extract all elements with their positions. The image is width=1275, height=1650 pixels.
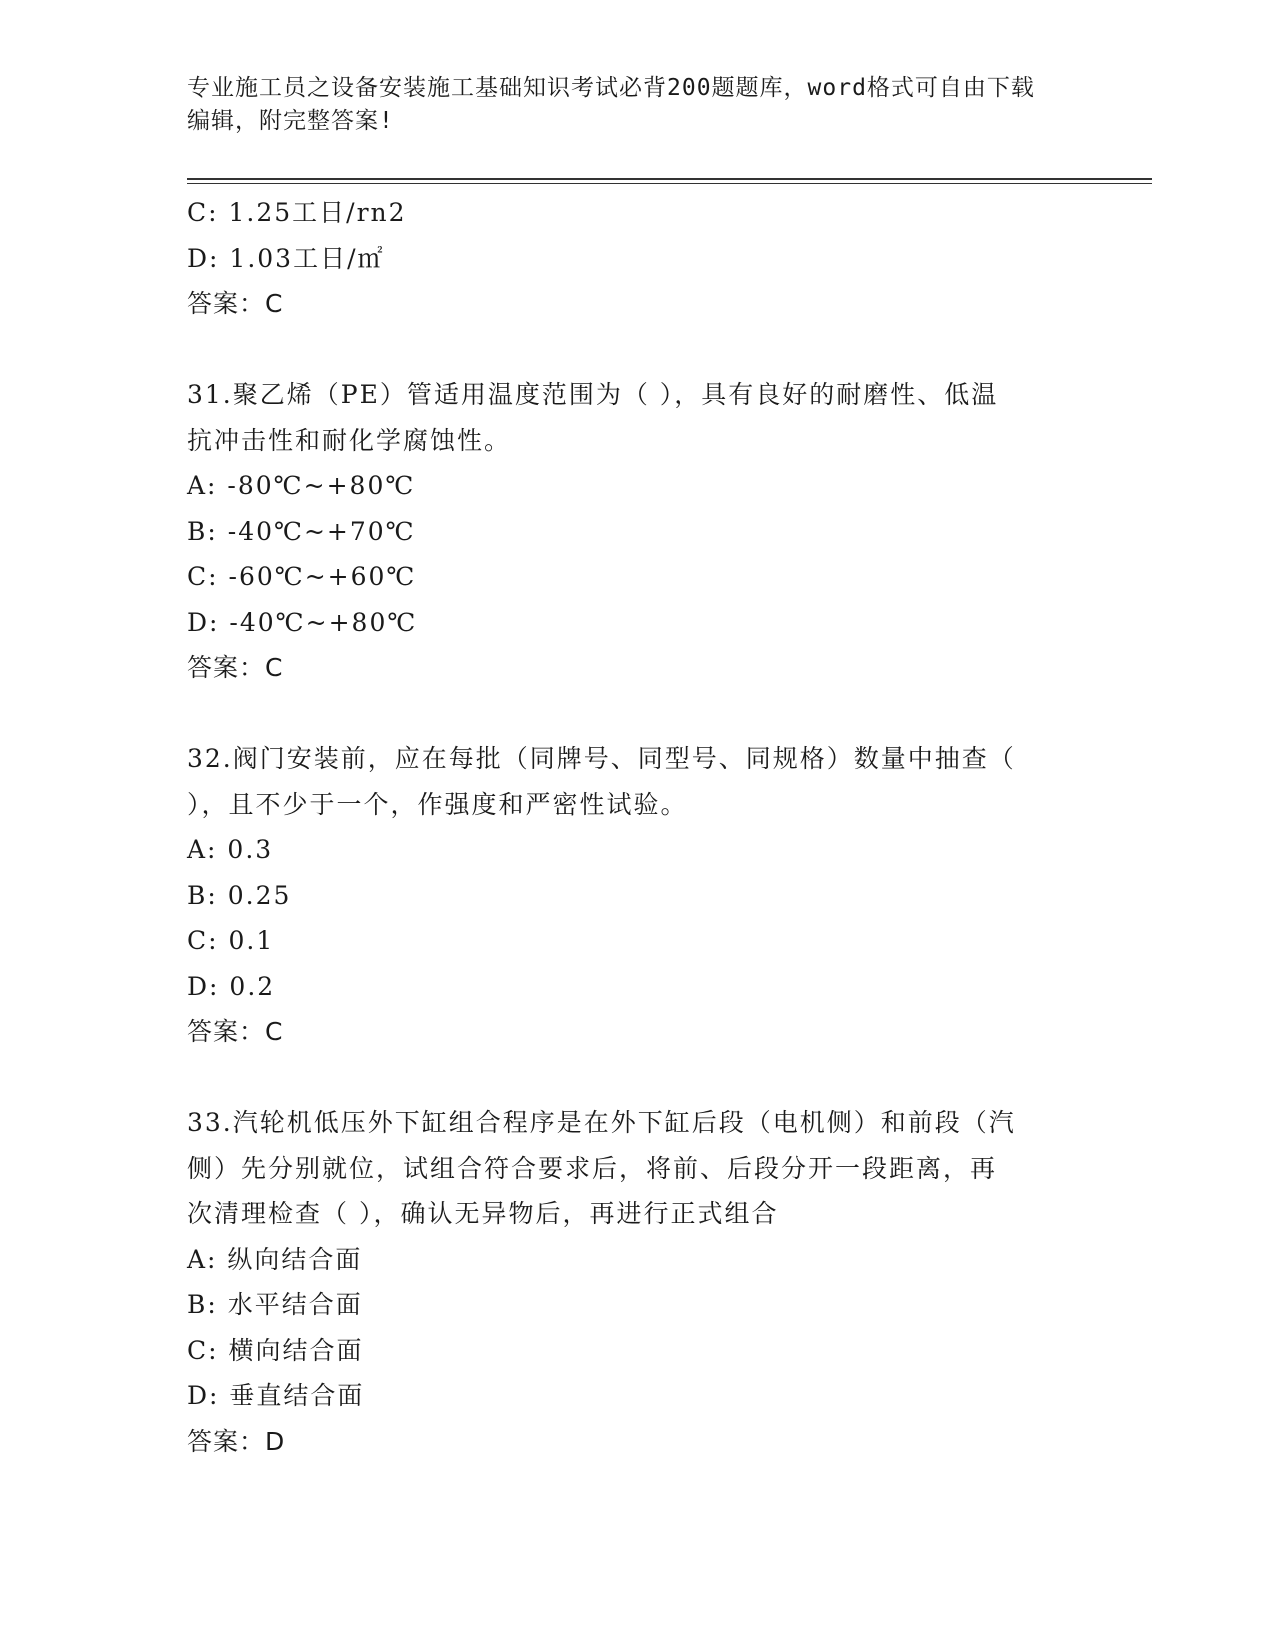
option-a: A: 0.3 (187, 835, 274, 864)
header-title-line-2: 编辑，附完整答案! (187, 108, 394, 134)
option-d: D: -40℃~+80℃ (187, 607, 418, 637)
header-title-line-1: 专业施工员之设备安装施工基础知识考试必背200题题库，word格式可自由下载 (187, 75, 1035, 101)
question-32 (187, 736, 1067, 1055)
answer-line: 答案：C (187, 653, 284, 682)
answer-line: 答案：C (187, 1017, 284, 1046)
question-31 (187, 372, 1067, 691)
question-text-line: ），且不少于一个，作强度和严密性试验。 (187, 789, 688, 819)
question-text-line: 33.汽轮机低压外下缸组合程序是在外下缸后段（电机侧）和前段（汽 (187, 1108, 1016, 1137)
option-c: C: 0.1 (187, 926, 275, 955)
option-c: C: 横向结合面 (187, 1335, 364, 1365)
header-divider-thick (187, 178, 1152, 180)
option-c: C: 1.25工日/rn2 (187, 198, 407, 227)
option-c: C: -60℃~+60℃ (187, 562, 417, 591)
option-b: B: 0.25 (187, 880, 292, 910)
partial-question (187, 190, 1087, 327)
question-text-line: 31.聚乙烯（PE）管适用温度范围为（ ），具有良好的耐磨性、低温 (187, 380, 999, 409)
question-content (187, 190, 1087, 1464)
option-a: A: -80℃~+80℃ (187, 471, 416, 500)
question-text-line: 抗冲击性和耐化学腐蚀性。 (187, 425, 512, 455)
answer-line: 答案：C (187, 289, 284, 318)
spacer (187, 327, 1087, 373)
spacer (187, 691, 1087, 737)
question-text-line: 侧）先分别就位，试组合符合要求后，将前、后段分开一段距离，再 (187, 1153, 998, 1183)
option-b: B: -40℃~+70℃ (187, 516, 416, 546)
question-text-line: 次清理检查（ ），确认无异物后，再进行正式组合 (187, 1199, 779, 1228)
document-header (187, 72, 1067, 138)
answer-line: 答案：D (187, 1426, 286, 1456)
question-text-line: 32.阀门安装前，应在每批（同牌号、同型号、同规格）数量中抽查（ (187, 744, 1016, 773)
option-b: B: 水平结合面 (187, 1290, 363, 1319)
question-33 (187, 1100, 1067, 1464)
header-divider-thin (187, 183, 1152, 184)
option-a: A: 纵向结合面 (187, 1244, 363, 1274)
option-d: D: 1.03工日/㎡ (187, 243, 385, 273)
option-d: D: 0.2 (187, 971, 276, 1001)
option-d: D: 垂直结合面 (187, 1381, 365, 1410)
spacer (187, 1055, 1087, 1101)
